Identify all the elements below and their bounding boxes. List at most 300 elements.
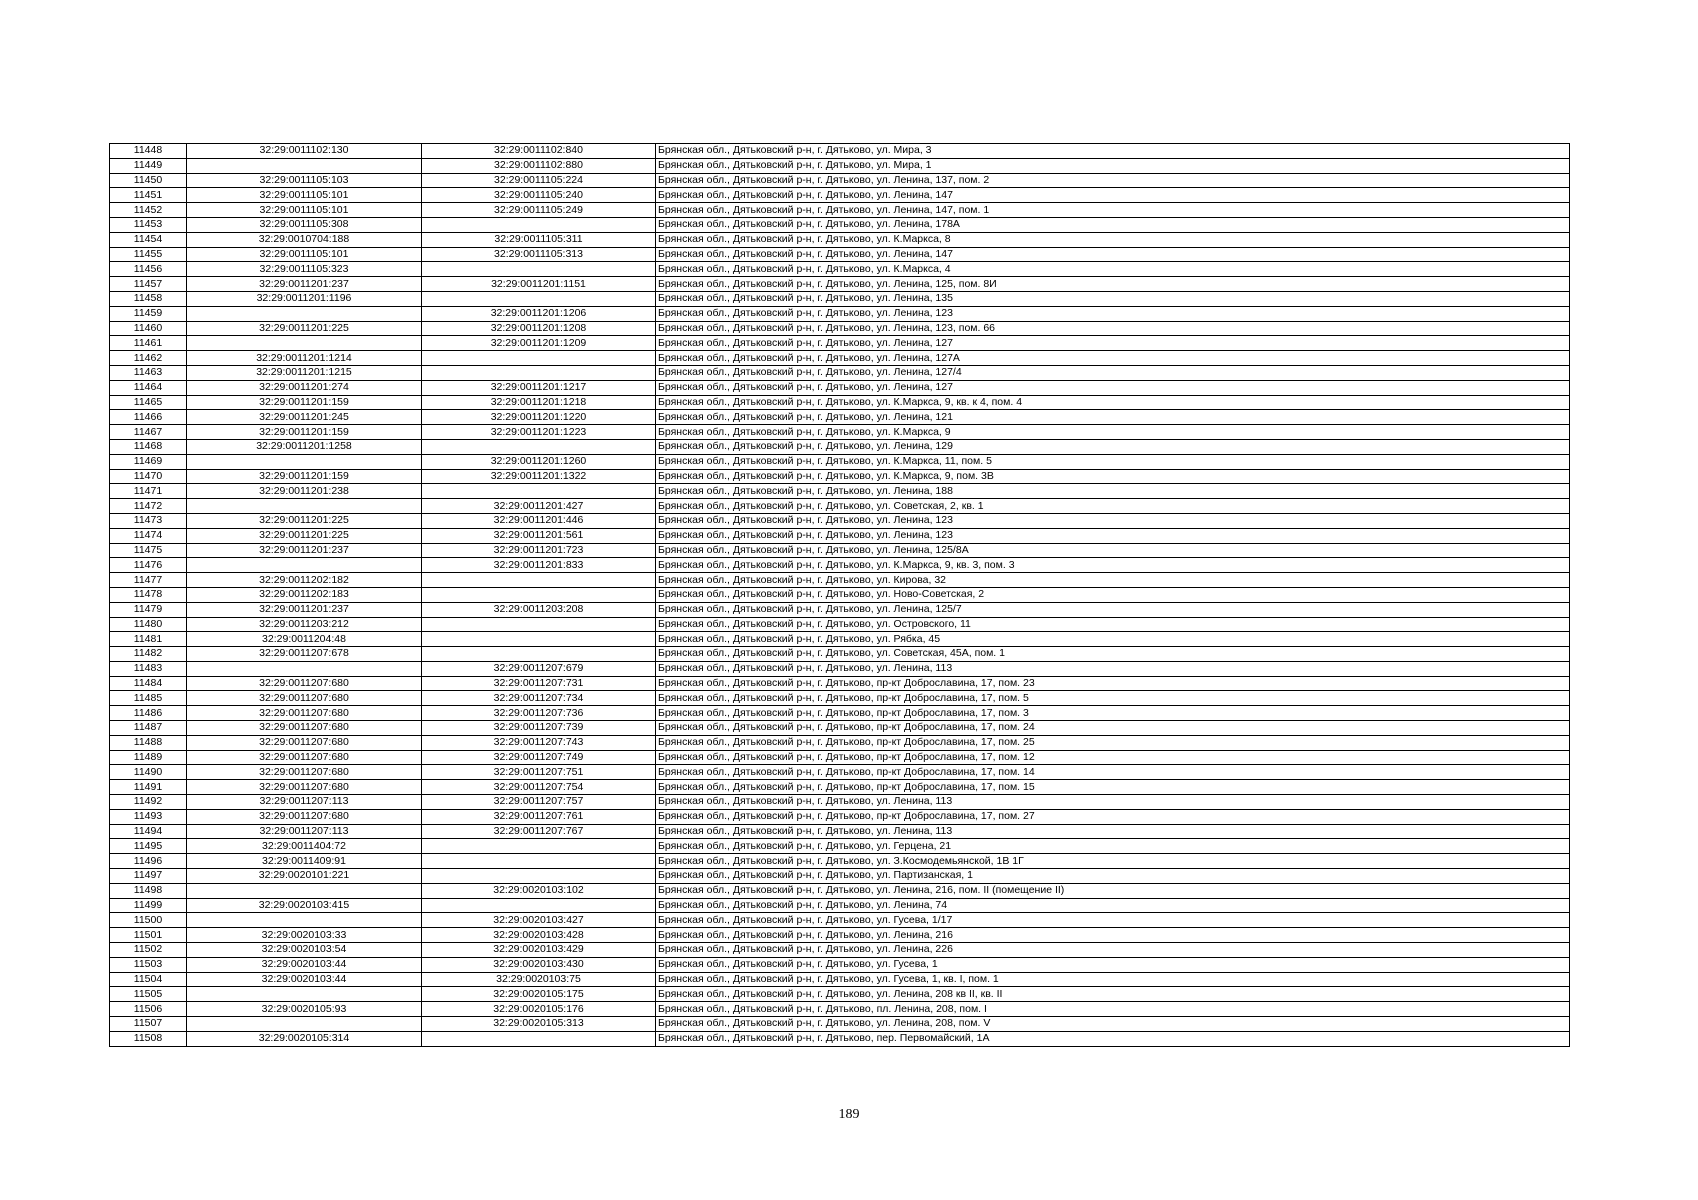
source-cadastral-number-cell: 32:29:0011105:323: [187, 262, 422, 277]
row-number-cell: 11453: [110, 217, 187, 232]
source-cadastral-number-cell: [187, 883, 422, 898]
table-row: [110, 972, 1570, 987]
cadastral-number-cell: 32:29:0020103:427: [422, 913, 656, 928]
cadastral-number-cell: 32:29:0011207:736: [422, 706, 656, 721]
row-number-cell: 11507: [110, 1017, 187, 1032]
address-cell: Брянская обл., Дятьковский р-н, г. Дятьково, пр-кт Доброславина, 17, пом. 5: [656, 691, 1570, 706]
row-number-cell: 11468: [110, 439, 187, 454]
cadastral-number-cell: 32:29:0011207:757: [422, 795, 656, 810]
address-cell: Брянская обл., Дятьковский р-н, г. Дятьково, ул. Ленина, 121: [656, 410, 1570, 425]
cadastral-number-cell: 32:29:0020103:429: [422, 943, 656, 958]
cadastral-number-cell: 32:29:0011207:743: [422, 735, 656, 750]
address-cell: Брянская обл., Дятьковский р-н, г. Дятьково, ул. Ленина, 127/4: [656, 365, 1570, 380]
row-number-cell: 11493: [110, 809, 187, 824]
table-row: [110, 188, 1570, 203]
table-row: [110, 957, 1570, 972]
address-cell: Брянская обл., Дятьковский р-н, г. Дятьково, ул. Ленина, 113: [656, 795, 1570, 810]
row-number-cell: 11483: [110, 661, 187, 676]
table-row: [110, 1017, 1570, 1032]
row-number-cell: 11487: [110, 721, 187, 736]
table-row: [110, 809, 1570, 824]
cadastral-number-cell: 32:29:0011201:561: [422, 528, 656, 543]
cadastral-number-cell: [422, 632, 656, 647]
table-row: [110, 839, 1570, 854]
row-number-cell: 11503: [110, 957, 187, 972]
table-row: [110, 543, 1570, 558]
source-cadastral-number-cell: 32:29:0011105:101: [187, 247, 422, 262]
source-cadastral-number-cell: 32:29:0011201:225: [187, 321, 422, 336]
source-cadastral-number-cell: 32:29:0011207:680: [187, 706, 422, 721]
row-number-cell: 11474: [110, 528, 187, 543]
table-row: [110, 676, 1570, 691]
source-cadastral-number-cell: 32:29:0011207:680: [187, 780, 422, 795]
address-cell: Брянская обл., Дятьковский р-н, г. Дятьково, ул. Ленина, 135: [656, 291, 1570, 306]
address-cell: Брянская обл., Дятьковский р-н, г. Дятьково, ул. Гусева, 1, кв. I, пом. 1: [656, 972, 1570, 987]
row-number-cell: 11484: [110, 676, 187, 691]
cadastral-number-cell: 32:29:0020105:175: [422, 987, 656, 1002]
row-number-cell: 11470: [110, 469, 187, 484]
source-cadastral-number-cell: 32:29:0011201:225: [187, 513, 422, 528]
source-cadastral-number-cell: 32:29:0011207:680: [187, 691, 422, 706]
source-cadastral-number-cell: 32:29:0011207:680: [187, 809, 422, 824]
source-cadastral-number-cell: 32:29:0011207:680: [187, 750, 422, 765]
row-number-cell: 11480: [110, 617, 187, 632]
row-number-cell: 11459: [110, 306, 187, 321]
source-cadastral-number-cell: 32:29:0020101:221: [187, 869, 422, 884]
table-row: [110, 380, 1570, 395]
source-cadastral-number-cell: 32:29:0011207:113: [187, 795, 422, 810]
source-cadastral-number-cell: 32:29:0011105:101: [187, 188, 422, 203]
cadastral-number-cell: 32:29:0011102:840: [422, 144, 656, 159]
cadastral-number-cell: 32:29:0011201:1151: [422, 277, 656, 292]
address-cell: Брянская обл., Дятьковский р-н, г. Дятьково, пр-кт Доброславина, 17, пом. 12: [656, 750, 1570, 765]
row-number-cell: 11452: [110, 203, 187, 218]
row-number-cell: 11449: [110, 158, 187, 173]
address-cell: Брянская обл., Дятьковский р-н, г. Дятьково, ул. К.Маркса, 8: [656, 232, 1570, 247]
row-number-cell: 11478: [110, 587, 187, 602]
source-cadastral-number-cell: 32:29:0011409:91: [187, 854, 422, 869]
address-cell: Брянская обл., Дятьковский р-н, г. Дятьково, ул. Ленина, 178А: [656, 217, 1570, 232]
cadastral-number-cell: 32:29:0011105:311: [422, 232, 656, 247]
cadastral-number-cell: [422, 351, 656, 366]
cadastral-number-cell: [422, 617, 656, 632]
row-number-cell: 11501: [110, 928, 187, 943]
row-number-cell: 11491: [110, 780, 187, 795]
cadastral-number-cell: 32:29:0011105:240: [422, 188, 656, 203]
address-cell: Брянская обл., Дятьковский р-н, г. Дятьково, ул. К.Маркса, 9: [656, 425, 1570, 440]
source-cadastral-number-cell: 32:29:0011201:237: [187, 543, 422, 558]
address-cell: Брянская обл., Дятьковский р-н, г. Дятьково, ул. Герцена, 21: [656, 839, 1570, 854]
cadastral-number-cell: 32:29:0011201:1209: [422, 336, 656, 351]
row-number-cell: 11461: [110, 336, 187, 351]
row-number-cell: 11450: [110, 173, 187, 188]
cadastral-number-cell: [422, 1031, 656, 1046]
table-row: [110, 158, 1570, 173]
address-cell: Брянская обл., Дятьковский р-н, г. Дятьково, ул. Кирова, 32: [656, 573, 1570, 588]
table-row: [110, 203, 1570, 218]
source-cadastral-number-cell: 32:29:0020103:415: [187, 898, 422, 913]
address-cell: Брянская обл., Дятьковский р-н, г. Дятьково, ул. Ленина, 125/7: [656, 602, 1570, 617]
row-number-cell: 11494: [110, 824, 187, 839]
table-row: [110, 883, 1570, 898]
address-cell: Брянская обл., Дятьковский р-н, г. Дятьково, ул. Ленина, 125/8А: [656, 543, 1570, 558]
table-row: [110, 351, 1570, 366]
row-number-cell: 11473: [110, 513, 187, 528]
address-cell: Брянская обл., Дятьковский р-н, г. Дятьково, ул. К.Маркса, 11, пом. 5: [656, 454, 1570, 469]
cadastral-number-cell: 32:29:0011102:880: [422, 158, 656, 173]
source-cadastral-number-cell: [187, 158, 422, 173]
source-cadastral-number-cell: 32:29:0020103:54: [187, 943, 422, 958]
cadastral-number-cell: 32:29:0011105:249: [422, 203, 656, 218]
address-cell: Брянская обл., Дятьковский р-н, г. Дятьково, ул. Партизанская, 1: [656, 869, 1570, 884]
table-row: [110, 913, 1570, 928]
source-cadastral-number-cell: 32:29:0011201:1196: [187, 291, 422, 306]
source-cadastral-number-cell: [187, 306, 422, 321]
source-cadastral-number-cell: 32:29:0011207:678: [187, 647, 422, 662]
row-number-cell: 11476: [110, 558, 187, 573]
source-cadastral-number-cell: 32:29:0011105:103: [187, 173, 422, 188]
cadastral-number-cell: 32:29:0011201:1220: [422, 410, 656, 425]
source-cadastral-number-cell: [187, 336, 422, 351]
cadastral-number-cell: 32:29:0011201:833: [422, 558, 656, 573]
table-row: [110, 898, 1570, 913]
cadastral-number-cell: 32:29:0011201:723: [422, 543, 656, 558]
source-cadastral-number-cell: [187, 558, 422, 573]
address-cell: Брянская обл., Дятьковский р-н, г. Дятьково, ул. К.Маркса, 9, пом. 3В: [656, 469, 1570, 484]
table-row: [110, 499, 1570, 514]
address-cell: Брянская обл., Дятьковский р-н, г. Дятьково, ул. Ленина, 208 кв II, кв. II: [656, 987, 1570, 1002]
cadastral-number-cell: 32:29:0020103:75: [422, 972, 656, 987]
source-cadastral-number-cell: 32:29:0011203:212: [187, 617, 422, 632]
source-cadastral-number-cell: [187, 913, 422, 928]
table-row: [110, 795, 1570, 810]
table-row: [110, 306, 1570, 321]
table-row: [110, 247, 1570, 262]
row-number-cell: 11492: [110, 795, 187, 810]
table-row: [110, 217, 1570, 232]
source-cadastral-number-cell: 32:29:0020103:33: [187, 928, 422, 943]
table-row: [110, 587, 1570, 602]
row-number-cell: 11464: [110, 380, 187, 395]
cadastral-number-cell: [422, 854, 656, 869]
source-cadastral-number-cell: 32:29:0011201:237: [187, 602, 422, 617]
address-cell: Брянская обл., Дятьковский р-н, г. Дятьково, ул. Мира, 3: [656, 144, 1570, 159]
table-row: [110, 513, 1570, 528]
address-cell: Брянская обл., Дятьковский р-н, г. Дятьково, ул. Ленина, 123, пом. 66: [656, 321, 1570, 336]
source-cadastral-number-cell: 32:29:0011201:225: [187, 528, 422, 543]
cadastral-number-cell: 32:29:0011201:1322: [422, 469, 656, 484]
cadastral-number-cell: [422, 439, 656, 454]
source-cadastral-number-cell: [187, 499, 422, 514]
source-cadastral-number-cell: 32:29:0011201:159: [187, 425, 422, 440]
address-cell: Брянская обл., Дятьковский р-н, г. Дятьково, ул. Ленина, 125, пом. 8И: [656, 277, 1570, 292]
table-row: [110, 691, 1570, 706]
cadastral-number-cell: 32:29:0011201:1223: [422, 425, 656, 440]
source-cadastral-number-cell: 32:29:0020103:44: [187, 972, 422, 987]
cadastral-number-cell: 32:29:0011203:208: [422, 602, 656, 617]
cadastral-number-cell: 32:29:0011207:767: [422, 824, 656, 839]
table-row: [110, 987, 1570, 1002]
address-cell: Брянская обл., Дятьковский р-н, г. Дятьково, ул. Ленина, 74: [656, 898, 1570, 913]
source-cadastral-number-cell: 32:29:0011204:48: [187, 632, 422, 647]
source-cadastral-number-cell: 32:29:0020103:44: [187, 957, 422, 972]
address-cell: Брянская обл., Дятьковский р-н, г. Дятьково, ул. Ленина, 123: [656, 513, 1570, 528]
table-row: [110, 262, 1570, 277]
page-number: 189: [838, 1107, 860, 1122]
address-cell: Брянская обл., Дятьковский р-н, г. Дятьково, ул. Ленина, 216: [656, 928, 1570, 943]
source-cadastral-number-cell: 32:29:0011105:101: [187, 203, 422, 218]
register-body: [110, 144, 1570, 1047]
address-cell: Брянская обл., Дятьковский р-н, г. Дятьково, пр-кт Доброславина, 17, пом. 24: [656, 721, 1570, 736]
table-row: [110, 291, 1570, 306]
row-number-cell: 11466: [110, 410, 187, 425]
source-cadastral-number-cell: [187, 1017, 422, 1032]
cadastral-number-cell: [422, 898, 656, 913]
cadastral-number-cell: 32:29:0011207:739: [422, 721, 656, 736]
row-number-cell: 11455: [110, 247, 187, 262]
row-number-cell: 11477: [110, 573, 187, 588]
row-number-cell: 11465: [110, 395, 187, 410]
cadastral-number-cell: 32:29:0020103:102: [422, 883, 656, 898]
table-row: [110, 943, 1570, 958]
cadastral-number-cell: 32:29:0011105:224: [422, 173, 656, 188]
address-cell: Брянская обл., Дятьковский р-н, г. Дятьково, ул. Ленина, 113: [656, 661, 1570, 676]
source-cadastral-number-cell: 32:29:0011201:1215: [187, 365, 422, 380]
table-row: [110, 1031, 1570, 1046]
cadastral-number-cell: 32:29:0011207:754: [422, 780, 656, 795]
source-cadastral-number-cell: [187, 454, 422, 469]
table-row: [110, 558, 1570, 573]
address-cell: Брянская обл., Дятьковский р-н, г. Дятьково, ул. Ленина, 137, пом. 2: [656, 173, 1570, 188]
table-row: [110, 632, 1570, 647]
cadastral-number-cell: [422, 262, 656, 277]
address-cell: Брянская обл., Дятьковский р-н, г. Дятьково, пр-кт Доброславина, 17, пом. 23: [656, 676, 1570, 691]
address-cell: Брянская обл., Дятьковский р-н, г. Дятьково, ул. Ленина, 127А: [656, 351, 1570, 366]
address-cell: Брянская обл., Дятьковский р-н, г. Дятьково, ул. Ленина, 226: [656, 943, 1570, 958]
address-cell: Брянская обл., Дятьковский р-н, г. Дятьково, ул. Мира, 1: [656, 158, 1570, 173]
address-cell: Брянская обл., Дятьковский р-н, г. Дятьково, ул. Гусева, 1/17: [656, 913, 1570, 928]
row-number-cell: 11454: [110, 232, 187, 247]
address-cell: Брянская обл., Дятьковский р-н, г. Дятьково, пр-кт Доброславина, 17, пом. 27: [656, 809, 1570, 824]
table-row: [110, 144, 1570, 159]
cadastral-number-cell: 32:29:0020105:176: [422, 1002, 656, 1017]
row-number-cell: 11472: [110, 499, 187, 514]
source-cadastral-number-cell: 32:29:0011201:237: [187, 277, 422, 292]
table-row: [110, 721, 1570, 736]
cadastral-number-cell: 32:29:0011201:427: [422, 499, 656, 514]
cadastral-number-cell: [422, 869, 656, 884]
row-number-cell: 11488: [110, 735, 187, 750]
row-number-cell: 11475: [110, 543, 187, 558]
address-cell: Брянская обл., Дятьковский р-н, г. Дятьково, ул. Ленина, 147, пом. 1: [656, 203, 1570, 218]
row-number-cell: 11462: [110, 351, 187, 366]
address-cell: Брянская обл., Дятьковский р-н, г. Дятьково, ул. Ленина, 123: [656, 306, 1570, 321]
address-cell: Брянская обл., Дятьковский р-н, г. Дятьково, пл. Ленина, 208, пом. I: [656, 1002, 1570, 1017]
cadastral-number-cell: [422, 839, 656, 854]
address-cell: Брянская обл., Дятьковский р-н, г. Дятьково, ул. К.Маркса, 9, кв. к 4, пом. 4: [656, 395, 1570, 410]
source-cadastral-number-cell: 32:29:0011207:113: [187, 824, 422, 839]
source-cadastral-number-cell: 32:29:0011102:130: [187, 144, 422, 159]
table-row: [110, 528, 1570, 543]
source-cadastral-number-cell: 32:29:0011404:72: [187, 839, 422, 854]
address-cell: Брянская обл., Дятьковский р-н, г. Дятьково, ул. Ленина, 129: [656, 439, 1570, 454]
row-number-cell: 11451: [110, 188, 187, 203]
source-cadastral-number-cell: 32:29:0011201:159: [187, 469, 422, 484]
row-number-cell: 11505: [110, 987, 187, 1002]
address-cell: Брянская обл., Дятьковский р-н, г. Дятьково, ул. Ново-Советская, 2: [656, 587, 1570, 602]
cadastral-number-cell: [422, 484, 656, 499]
cadastral-number-cell: 32:29:0011201:1208: [422, 321, 656, 336]
address-cell: Брянская обл., Дятьковский р-н, г. Дятьково, ул. Ленина, 113: [656, 824, 1570, 839]
address-cell: Брянская обл., Дятьковский р-н, г. Дятьково, ул. Ленина, 127: [656, 380, 1570, 395]
row-number-cell: 11495: [110, 839, 187, 854]
source-cadastral-number-cell: [187, 987, 422, 1002]
table-row: [110, 824, 1570, 839]
address-cell: Брянская обл., Дятьковский р-н, г. Дятьково, ул. З.Космодемьянской, 1В 1Г: [656, 854, 1570, 869]
table-row: [110, 277, 1570, 292]
cadastral-number-cell: 32:29:0011105:313: [422, 247, 656, 262]
row-number-cell: 11448: [110, 144, 187, 159]
source-cadastral-number-cell: 32:29:0011207:680: [187, 721, 422, 736]
row-number-cell: 11467: [110, 425, 187, 440]
row-number-cell: 11457: [110, 277, 187, 292]
table-row: [110, 735, 1570, 750]
row-number-cell: 11482: [110, 647, 187, 662]
table-row: [110, 395, 1570, 410]
source-cadastral-number-cell: 32:29:0011202:182: [187, 573, 422, 588]
source-cadastral-number-cell: 32:29:0011207:680: [187, 765, 422, 780]
address-cell: Брянская обл., Дятьковский р-н, г. Дятьково, ул. Островского, 11: [656, 617, 1570, 632]
table-row: [110, 647, 1570, 662]
address-cell: Брянская обл., Дятьковский р-н, г. Дятьково, ул. Ленина, 188: [656, 484, 1570, 499]
table-row: [110, 750, 1570, 765]
address-cell: Брянская обл., Дятьковский р-н, г. Дятьково, ул. Ленина, 208, пом. V: [656, 1017, 1570, 1032]
source-cadastral-number-cell: 32:29:0011201:274: [187, 380, 422, 395]
cadastral-number-cell: 32:29:0011207:751: [422, 765, 656, 780]
table-row: [110, 661, 1570, 676]
cadastral-number-cell: 32:29:0011201:1206: [422, 306, 656, 321]
table-row: [110, 854, 1570, 869]
source-cadastral-number-cell: 32:29:0011201:159: [187, 395, 422, 410]
row-number-cell: 11479: [110, 602, 187, 617]
source-cadastral-number-cell: [187, 661, 422, 676]
cadastral-number-cell: 32:29:0020105:313: [422, 1017, 656, 1032]
cadastral-register-table: [109, 143, 1570, 1047]
address-cell: Брянская обл., Дятьковский р-н, г. Дятьково, пр-кт Доброславина, 17, пом. 3: [656, 706, 1570, 721]
address-cell: Брянская обл., Дятьковский р-н, г. Дятьково, ул. Ленина, 147: [656, 247, 1570, 262]
address-cell: Брянская обл., Дятьковский р-н, г. Дятьково, ул. Гусева, 1: [656, 957, 1570, 972]
address-cell: Брянская обл., Дятьковский р-н, г. Дятьково, ул. Рябка, 45: [656, 632, 1570, 647]
cadastral-number-cell: 32:29:0011207:731: [422, 676, 656, 691]
table-row: [110, 602, 1570, 617]
cadastral-number-cell: [422, 647, 656, 662]
address-cell: Брянская обл., Дятьковский р-н, г. Дятьково, пр-кт Доброславина, 17, пом. 14: [656, 765, 1570, 780]
table-row: [110, 410, 1570, 425]
table-row: [110, 617, 1570, 632]
source-cadastral-number-cell: 32:29:0011201:1258: [187, 439, 422, 454]
row-number-cell: 11506: [110, 1002, 187, 1017]
address-cell: Брянская обл., Дятьковский р-н, г. Дятьково, ул. К.Маркса, 4: [656, 262, 1570, 277]
cadastral-number-cell: 32:29:0011201:1260: [422, 454, 656, 469]
source-cadastral-number-cell: 32:29:0011207:680: [187, 676, 422, 691]
row-number-cell: 11497: [110, 869, 187, 884]
row-number-cell: 11481: [110, 632, 187, 647]
row-number-cell: 11502: [110, 943, 187, 958]
row-number-cell: 11489: [110, 750, 187, 765]
cadastral-number-cell: [422, 573, 656, 588]
table-row: [110, 439, 1570, 454]
address-cell: Брянская обл., Дятьковский р-н, г. Дятьково, ул. Ленина, 123: [656, 528, 1570, 543]
address-cell: Брянская обл., Дятьковский р-н, г. Дятьково, ул. Ленина, 216, пом. II (помещение II): [656, 883, 1570, 898]
table-row: [110, 928, 1570, 943]
row-number-cell: 11498: [110, 883, 187, 898]
address-cell: Брянская обл., Дятьковский р-н, г. Дятьково, пер. Первомайский, 1А: [656, 1031, 1570, 1046]
source-cadastral-number-cell: 32:29:0010704:188: [187, 232, 422, 247]
row-number-cell: 11471: [110, 484, 187, 499]
row-number-cell: 11496: [110, 854, 187, 869]
source-cadastral-number-cell: 32:29:0011207:680: [187, 735, 422, 750]
table-row: [110, 765, 1570, 780]
row-number-cell: 11508: [110, 1031, 187, 1046]
table-row: [110, 425, 1570, 440]
cadastral-number-cell: 32:29:0011207:679: [422, 661, 656, 676]
table-row: [110, 573, 1570, 588]
source-cadastral-number-cell: 32:29:0011201:245: [187, 410, 422, 425]
row-number-cell: 11485: [110, 691, 187, 706]
row-number-cell: 11460: [110, 321, 187, 336]
source-cadastral-number-cell: 32:29:0011202:183: [187, 587, 422, 602]
row-number-cell: 11500: [110, 913, 187, 928]
source-cadastral-number-cell: 32:29:0011105:308: [187, 217, 422, 232]
row-number-cell: 11486: [110, 706, 187, 721]
row-number-cell: 11469: [110, 454, 187, 469]
cadastral-number-cell: 32:29:0011207:761: [422, 809, 656, 824]
address-cell: Брянская обл., Дятьковский р-н, г. Дятьково, пр-кт Доброславина, 17, пом. 25: [656, 735, 1570, 750]
cadastral-number-cell: 32:29:0011207:749: [422, 750, 656, 765]
row-number-cell: 11490: [110, 765, 187, 780]
table-row: [110, 336, 1570, 351]
source-cadastral-number-cell: 32:29:0011201:238: [187, 484, 422, 499]
source-cadastral-number-cell: 32:29:0020105:93: [187, 1002, 422, 1017]
cadastral-number-cell: [422, 587, 656, 602]
cadastral-number-cell: 32:29:0020103:430: [422, 957, 656, 972]
row-number-cell: 11456: [110, 262, 187, 277]
cadastral-number-cell: [422, 365, 656, 380]
table-row: [110, 321, 1570, 336]
table-row: [110, 706, 1570, 721]
address-cell: Брянская обл., Дятьковский р-н, г. Дятьково, ул. Советская, 2, кв. 1: [656, 499, 1570, 514]
cadastral-number-cell: 32:29:0020103:428: [422, 928, 656, 943]
row-number-cell: 11458: [110, 291, 187, 306]
address-cell: Брянская обл., Дятьковский р-н, г. Дятьково, ул. К.Маркса, 9, кв. 3, пом. 3: [656, 558, 1570, 573]
address-cell: Брянская обл., Дятьковский р-н, г. Дятьково, ул. Советская, 45А, пом. 1: [656, 647, 1570, 662]
cadastral-number-cell: 32:29:0011201:1217: [422, 380, 656, 395]
table-row: [110, 232, 1570, 247]
cadastral-number-cell: [422, 217, 656, 232]
source-cadastral-number-cell: 32:29:0011201:1214: [187, 351, 422, 366]
row-number-cell: 11504: [110, 972, 187, 987]
row-number-cell: 11463: [110, 365, 187, 380]
table-row: [110, 454, 1570, 469]
table-row: [110, 484, 1570, 499]
address-cell: Брянская обл., Дятьковский р-н, г. Дятьково, ул. Ленина, 127: [656, 336, 1570, 351]
table-row: [110, 365, 1570, 380]
table-row: [110, 1002, 1570, 1017]
row-number-cell: 11499: [110, 898, 187, 913]
cadastral-number-cell: [422, 291, 656, 306]
address-cell: Брянская обл., Дятьковский р-н, г. Дятьково, ул. Ленина, 147: [656, 188, 1570, 203]
table-row: [110, 869, 1570, 884]
